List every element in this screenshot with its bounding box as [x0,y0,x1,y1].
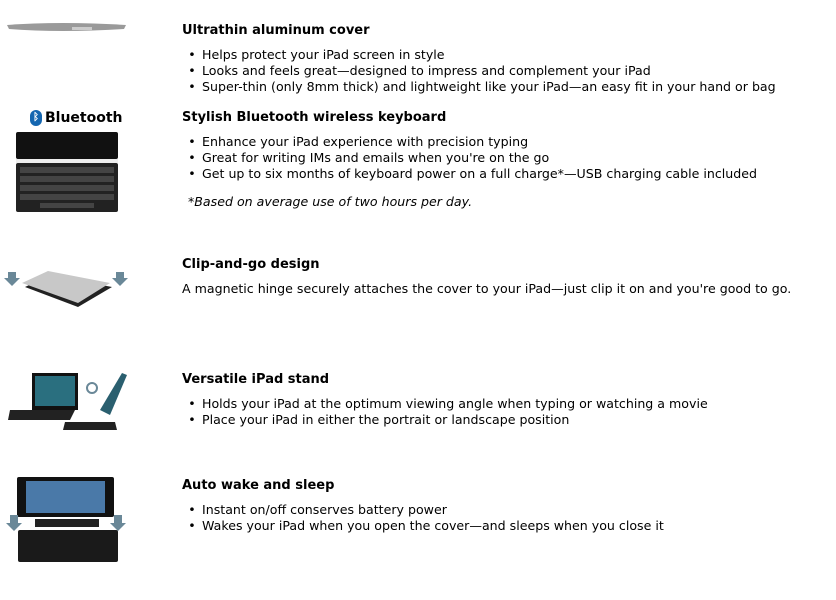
section-text: A magnetic hinge securely attaches the cover to your iPad—just clip it on and you're good to go. [182,281,792,296]
section-title: Stylish Bluetooth wireless keyboard [182,110,447,125]
list-item: • Place your iPad in either the portrait or landscape position [182,412,822,428]
section-title: Ultrathin aluminum cover [182,23,370,38]
ipad-stand-image [0,370,140,435]
list-item: • Wakes your iPad when you open the cover—and sleeps when you close it [182,518,822,534]
section-ipad-stand [182,372,822,428]
arrow-down-icon [6,515,22,531]
bluetooth-logo: ᛒ Bluetooth [30,110,123,126]
section-ultrathin-cover [182,23,822,95]
list-item: • Enhance your iPad experience with precision typing [182,134,822,150]
keyboard-image [0,130,140,215]
list-item: • Get up to six months of keyboard power on a full charge*—USB charging cable included [182,166,822,182]
arrow-down-icon [110,515,126,531]
auto-wake-image [0,475,140,565]
list-item: • Instant on/off conserves battery power [182,502,822,518]
arrow-down-icon [112,272,128,286]
section-title: Clip-and-go design [182,257,320,272]
section-title: Auto wake and sleep [182,478,335,493]
rotate-icon [87,383,97,393]
aluminum-cover-image [0,15,140,45]
footnote: *Based on average use of two hours per day. [188,194,473,209]
arrow-down-icon [4,272,20,286]
section-clip-and-go [182,257,822,297]
list-item: • Looks and feels great—designed to impress and complement your iPad [182,63,822,79]
section-bluetooth-keyboard [182,110,822,210]
clip-and-go-image [0,265,140,325]
list-item: • Helps protect your iPad screen in style [182,47,822,63]
section-auto-wake [182,478,822,534]
bluetooth-icon: ᛒ [30,110,42,126]
list-item: • Great for writing IMs and emails when you're on the go [182,150,822,166]
list-item: • Super-thin (only 8mm thick) and lightweight like your iPad—an easy fit in your hand or bag [182,79,822,95]
section-title: Versatile iPad stand [182,372,330,387]
list-item: • Holds your iPad at the optimum viewing angle when typing or watching a movie [182,396,822,412]
